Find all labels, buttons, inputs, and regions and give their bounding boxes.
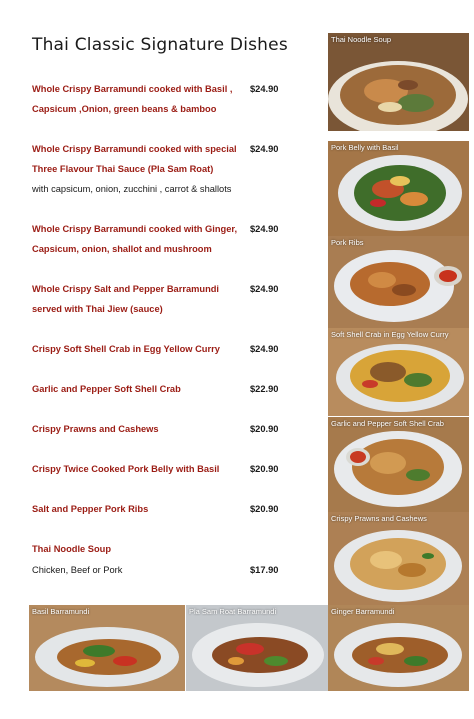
photo-caption: Pork Ribs (331, 238, 364, 247)
menu-item-name: Garlic and Pepper Soft Shell Crab (32, 384, 181, 394)
menu-item-description: Chicken, Beef or Pork (32, 565, 123, 575)
menu-item-name: Whole Crispy Salt and Pepper Barramundi (32, 284, 220, 294)
photo-caption: Basil Barramundi (32, 607, 90, 616)
menu-item-price: $20.90 (250, 504, 279, 514)
photo-thai-noodle-soup (328, 33, 469, 131)
photo-garlic-and-pepper-soft-shell-crab (328, 417, 469, 512)
menu-item-price: $20.90 (250, 464, 279, 474)
photo-caption: Soft Shell Crab in Egg Yellow Curry (331, 330, 449, 339)
photo-pla-sam-roat-barramundi (186, 605, 328, 691)
photo-basil-barramundi (29, 605, 185, 691)
menu-item-name: Whole Crispy Barramundi cooked with Ginger, (32, 224, 238, 234)
photo-soft-shell-crab-in-egg-yellow-curry (328, 328, 469, 416)
photo-pork-ribs (328, 236, 469, 328)
photo-caption: Garlic and Pepper Soft Shell Crab (331, 419, 444, 428)
photo-caption: Thai Noodle Soup (331, 35, 392, 44)
photo-caption: Pork Belly with Basil (331, 143, 399, 152)
menu-item-price: $24.90 (250, 144, 279, 154)
menu-item-price: $24.90 (250, 344, 279, 354)
photo-caption: Ginger Barramundi (331, 607, 395, 616)
menu-item-price: $24.90 (250, 224, 279, 234)
menu-item-name: Three Flavour Thai Sauce (Pla Sam Roat) (32, 164, 214, 174)
menu-item-price: $24.90 (250, 84, 279, 94)
menu-item-name: Thai Noodle Soup (32, 544, 112, 554)
page-title: Thai Classic Signature Dishes (32, 35, 288, 55)
menu-item-name: Salt and Pepper Pork Ribs (32, 504, 149, 514)
menu-item-name: Crispy Prawns and Cashews (32, 424, 159, 434)
menu-item-name: Capsicum ,Onion, green beans & bamboo (32, 104, 217, 114)
photo-caption: Crispy Prawns and Cashews (331, 514, 427, 523)
menu-item-name: Crispy Soft Shell Crab in Egg Yellow Curry (32, 344, 220, 354)
menu-item-name: Whole Crispy Barramundi cooked with special (32, 144, 237, 154)
menu-item-name: Whole Crispy Barramundi cooked with Basil , (32, 84, 233, 94)
menu-item-price: $17.90 (250, 565, 279, 575)
menu-item-description: with capsicum, onion, zucchini , carrot & shallots (32, 184, 232, 194)
menu-item-price: $20.90 (250, 424, 279, 434)
menu-item-price: $24.90 (250, 284, 279, 294)
photo-pork-belly-with-basil (328, 141, 469, 236)
menu-item-price: $22.90 (250, 384, 279, 394)
menu-item-name: Capsicum, onion, shallot and mushroom (32, 244, 212, 254)
menu-item-name: served with Thai Jiew (sauce) (32, 304, 163, 314)
menu-item-name: Crispy Twice Cooked Pork Belly with Basil (32, 464, 220, 474)
photo-crispy-prawns-and-cashews (328, 512, 469, 606)
photo-caption: Pla Sam Roat Barramundi (189, 607, 277, 616)
photo-ginger-barramundi (328, 605, 469, 691)
